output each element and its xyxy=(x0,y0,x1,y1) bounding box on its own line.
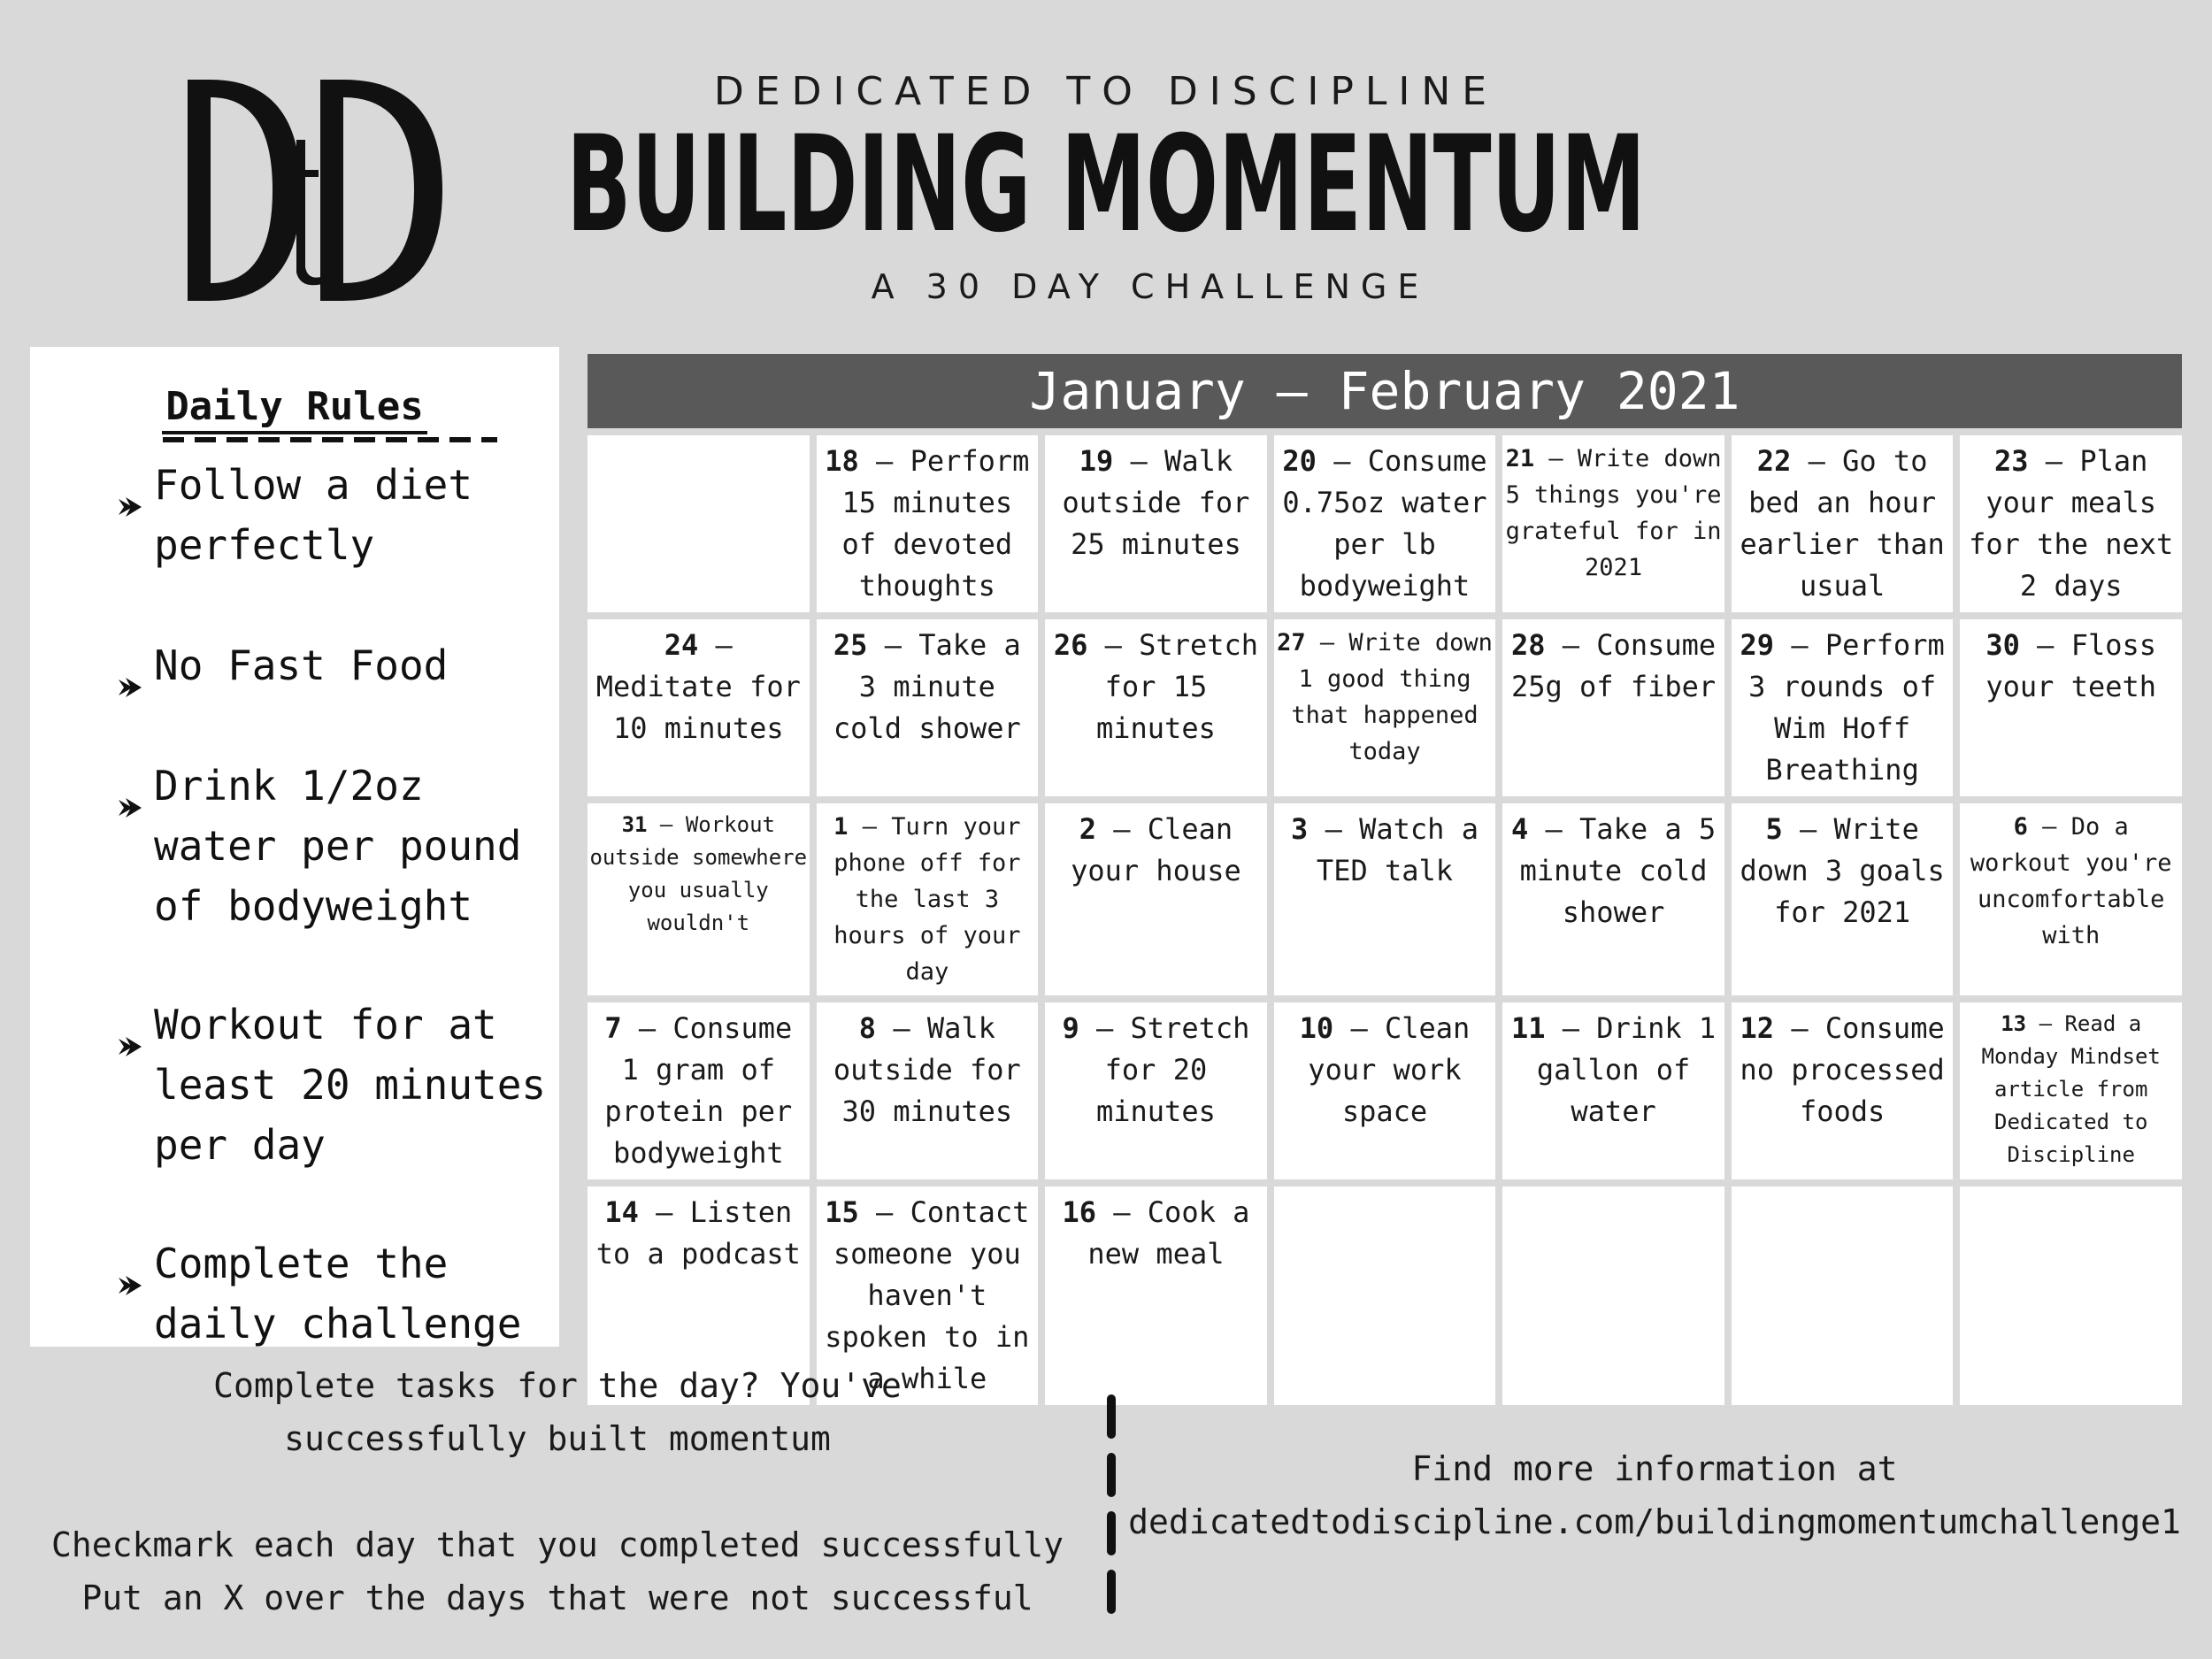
day-number: 14 xyxy=(604,1195,639,1229)
calendar-day-cell[interactable]: 30 – Floss your teeth xyxy=(1960,619,2182,796)
chevron-right-icon xyxy=(117,1255,143,1281)
day-number: 24 xyxy=(664,628,699,662)
calendar-day-cell[interactable]: 27 – Write down 1 good thing that happened today xyxy=(1274,619,1496,796)
challenge-calendar xyxy=(588,354,2182,1395)
day-number: 12 xyxy=(1740,1011,1775,1045)
day-task: Cook a new meal xyxy=(1087,1195,1250,1271)
day-task: Consume 25g of fiber xyxy=(1510,628,1717,703)
day-task: Consume 0.75oz water per lb bodyweight xyxy=(1282,444,1487,603)
calendar-day-cell-empty[interactable] xyxy=(1960,1187,2182,1405)
rule-text: Drink 1/2oz water per pound of bodyweight xyxy=(154,762,522,930)
rule-item xyxy=(83,995,561,1175)
day-task: Take a 3 minute cold shower xyxy=(833,628,1021,745)
calendar-month-header: January – February 2021 xyxy=(588,354,2182,428)
footer-line: Complete tasks for the day? You've xyxy=(213,1366,902,1405)
calendar-day-cell[interactable]: 23 – Plan your meals for the next 2 days xyxy=(1960,435,2182,612)
day-number: 28 xyxy=(1510,628,1546,662)
day-task: Write down 5 things you're grateful for in 2021 xyxy=(1505,445,1722,581)
day-task: Take a 5 minute cold shower xyxy=(1519,812,1717,929)
day-task: Clean your house xyxy=(1071,812,1241,887)
page-title xyxy=(531,108,1681,262)
day-number: 19 xyxy=(1079,444,1114,478)
rule-text: Complete the daily challenge xyxy=(154,1240,522,1348)
day-task: Workout outside somewhere you usually wouldn't xyxy=(589,812,808,935)
calendar-day-cell[interactable]: 10 – Clean your work space xyxy=(1274,1002,1496,1179)
day-number: 29 xyxy=(1740,628,1775,662)
day-number: 18 xyxy=(825,444,859,478)
day-number: 10 xyxy=(1299,1011,1334,1045)
day-task: Stretch for 15 minutes xyxy=(1095,628,1259,745)
day-task: Drink 1 gallon of water xyxy=(1536,1011,1717,1128)
daily-rules-heading: Daily Rules xyxy=(30,384,559,429)
footer-dashed-divider xyxy=(1106,1394,1117,1616)
footer-line: Put an X over the days that were not successful xyxy=(81,1578,1033,1617)
calendar-grid xyxy=(588,435,2182,1395)
day-task: Consume no processed foods xyxy=(1740,1011,1945,1128)
day-number: 21 xyxy=(1505,445,1535,472)
chevron-right-icon xyxy=(117,657,143,683)
day-number: 8 xyxy=(858,1011,877,1045)
day-number: 22 xyxy=(1756,444,1792,478)
day-number: 6 xyxy=(2013,813,2028,841)
calendar-day-cell[interactable]: 22 – Go to bed an hour earlier than usual xyxy=(1732,435,1954,612)
page-subtitle: A 30 DAY CHALLENGE xyxy=(871,267,1430,306)
chevron-right-icon xyxy=(117,476,143,503)
calendar-day-cell-empty[interactable] xyxy=(1274,1187,1496,1405)
day-number: 2 xyxy=(1079,812,1096,846)
day-number: 13 xyxy=(2001,1011,2027,1036)
calendar-day-cell-empty[interactable] xyxy=(1732,1187,1954,1405)
rule-text: Follow a diet perfectly xyxy=(154,461,473,569)
footer-info-label: Find more information at xyxy=(1411,1449,1898,1488)
day-number: 25 xyxy=(833,628,868,662)
rule-item xyxy=(83,1233,561,1354)
rule-item xyxy=(83,635,561,695)
calendar-day-cell[interactable]: 11 – Drink 1 gallon of water xyxy=(1502,1002,1724,1179)
calendar-day-cell[interactable]: 31 – Workout outside somewhere you usually wouldn't xyxy=(588,803,810,995)
calendar-day-cell[interactable]: 26 – Stretch for 15 minutes xyxy=(1045,619,1267,796)
day-task: Do a workout you're uncomfortable with xyxy=(1970,813,2172,949)
day-task: Meditate for 10 minutes xyxy=(595,670,801,745)
day-number: 4 xyxy=(1510,812,1529,846)
day-number: 30 xyxy=(1985,628,2020,662)
day-task: Listen to a podcast xyxy=(595,1195,801,1271)
day-number: 11 xyxy=(1510,1011,1546,1045)
calendar-day-cell[interactable]: 2 – Clean your house xyxy=(1045,803,1267,995)
heading-dashed-underline xyxy=(163,437,497,442)
day-task: Write down 3 goals for 2021 xyxy=(1740,812,1945,929)
calendar-day-cell[interactable]: 5 – Write down 3 goals for 2021 xyxy=(1732,803,1954,995)
rule-text: Workout for at least 20 minutes per day xyxy=(154,1001,547,1169)
calendar-day-cell[interactable]: 7 – Consume 1 gram of protein per bodyweight xyxy=(588,1002,810,1179)
footer-line: Checkmark each day that you completed successfully xyxy=(51,1525,1064,1564)
rule-text: No Fast Food xyxy=(154,641,449,689)
calendar-day-cell[interactable]: 29 – Perform 3 rounds of Wim Hoff Breathing xyxy=(1732,619,1954,796)
rule-item xyxy=(83,756,561,936)
day-task: Walk outside for 30 minutes xyxy=(833,1011,1021,1128)
day-task: Read a Monday Mindset article from Dedicated to Discipline xyxy=(1981,1011,2161,1167)
calendar-day-cell[interactable]: 3 – Watch a TED talk xyxy=(1274,803,1496,995)
calendar-day-cell[interactable]: 4 – Take a 5 minute cold shower xyxy=(1502,803,1724,995)
day-task: Plan your meals for the next 2 days xyxy=(1969,444,2174,603)
calendar-day-cell-empty[interactable] xyxy=(588,435,810,612)
day-number: 20 xyxy=(1282,444,1317,478)
day-number: 27 xyxy=(1277,629,1306,657)
daily-rules-panel xyxy=(30,347,559,1347)
day-number: 3 xyxy=(1291,812,1309,846)
day-number: 5 xyxy=(1765,812,1783,846)
calendar-day-cell[interactable]: 12 – Consume no processed foods xyxy=(1732,1002,1954,1179)
dashed-divider-line xyxy=(1106,1394,1117,1616)
day-task: Perform 3 rounds of Wim Hoff Breathing xyxy=(1748,628,1945,787)
calendar-day-cell[interactable]: 28 – Consume 25g of fiber xyxy=(1502,619,1724,796)
calendar-day-cell[interactable]: 14 – Listen to a podcast xyxy=(588,1187,810,1405)
calendar-day-cell[interactable]: 1 – Turn your phone off for the last 3 hours of your day xyxy=(817,803,1039,995)
day-task: Walk outside for 25 minutes xyxy=(1062,444,1250,561)
day-task: Watch a TED talk xyxy=(1316,812,1479,887)
footer-instructions xyxy=(27,1359,1088,1624)
day-number: 1 xyxy=(833,813,849,841)
rule-item xyxy=(83,455,561,575)
day-number: 26 xyxy=(1053,628,1088,662)
calendar-day-cell[interactable]: 20 – Consume 0.75oz water per lb bodyweight xyxy=(1274,435,1496,612)
day-task: Contact someone you haven't spoken to in a while xyxy=(825,1195,1030,1395)
day-task: Stretch for 20 minutes xyxy=(1095,1011,1250,1128)
calendar-day-cell[interactable]: 6 – Do a workout you're uncomfortable with xyxy=(1960,803,2182,995)
dtd-logo xyxy=(168,71,451,310)
day-task: Write down 1 good thing that happened today xyxy=(1291,629,1493,765)
footer-info-link[interactable]: dedicatedtodiscipline.com/buildingmomentumchallenge1 xyxy=(1128,1502,2181,1541)
calendar-day-cell[interactable]: 25 – Take a 3 minute cold shower xyxy=(817,619,1039,796)
day-task: Go to bed an hour earlier than usual xyxy=(1740,444,1945,603)
calendar-day-cell[interactable]: 19 – Walk outside for 25 minutes xyxy=(1045,435,1267,612)
day-task: Consume 1 gram of protein per bodyweight xyxy=(604,1011,793,1170)
day-number: 9 xyxy=(1062,1011,1079,1045)
calendar-day-cell-empty[interactable] xyxy=(1502,1187,1724,1405)
calendar-day-cell[interactable]: 21 – Write down 5 things you're grateful for in 2021 xyxy=(1502,435,1724,612)
day-task: Turn your phone off for the last 3 hours of your day xyxy=(833,813,1021,986)
calendar-day-cell[interactable]: 24 – Meditate for 10 minutes xyxy=(588,619,810,796)
dtd-logo-mark xyxy=(168,71,451,310)
chevron-right-icon xyxy=(117,1016,143,1042)
day-task: Perform 15 minutes of devoted thoughts xyxy=(841,444,1030,603)
calendar-day-cell[interactable]: 13 – Read a Monday Mindset article from Dedicated to Discipline xyxy=(1960,1002,2182,1179)
calendar-day-cell[interactable]: 15 – Contact someone you haven't spoken to in a while xyxy=(817,1187,1039,1405)
day-task: Clean your work space xyxy=(1308,1011,1471,1128)
svg-text:BUILDING MOMENTUM: BUILDING MOMENTUM xyxy=(566,108,1646,262)
chevron-right-icon xyxy=(117,777,143,803)
page-title-text xyxy=(531,108,1681,262)
day-number: 7 xyxy=(604,1011,622,1045)
calendar-day-cell[interactable]: 18 – Perform 15 minutes of devoted thoughts xyxy=(817,435,1039,612)
calendar-day-cell[interactable]: 8 – Walk outside for 30 minutes xyxy=(817,1002,1039,1179)
footer-line: successfully built momentum xyxy=(284,1419,831,1458)
day-number: 15 xyxy=(825,1195,859,1229)
day-number: 23 xyxy=(1994,444,2029,478)
day-task: Floss your teeth xyxy=(1985,628,2157,703)
day-number: 31 xyxy=(621,812,648,837)
footer-more-info xyxy=(1124,1442,2185,1548)
day-number: 16 xyxy=(1062,1195,1096,1229)
calendar-day-cell[interactable]: 16 – Cook a new meal xyxy=(1045,1187,1267,1405)
brand-supertitle: DEDICATED TO DISCIPLINE xyxy=(713,69,1499,114)
calendar-day-cell[interactable]: 9 – Stretch for 20 minutes xyxy=(1045,1002,1267,1179)
